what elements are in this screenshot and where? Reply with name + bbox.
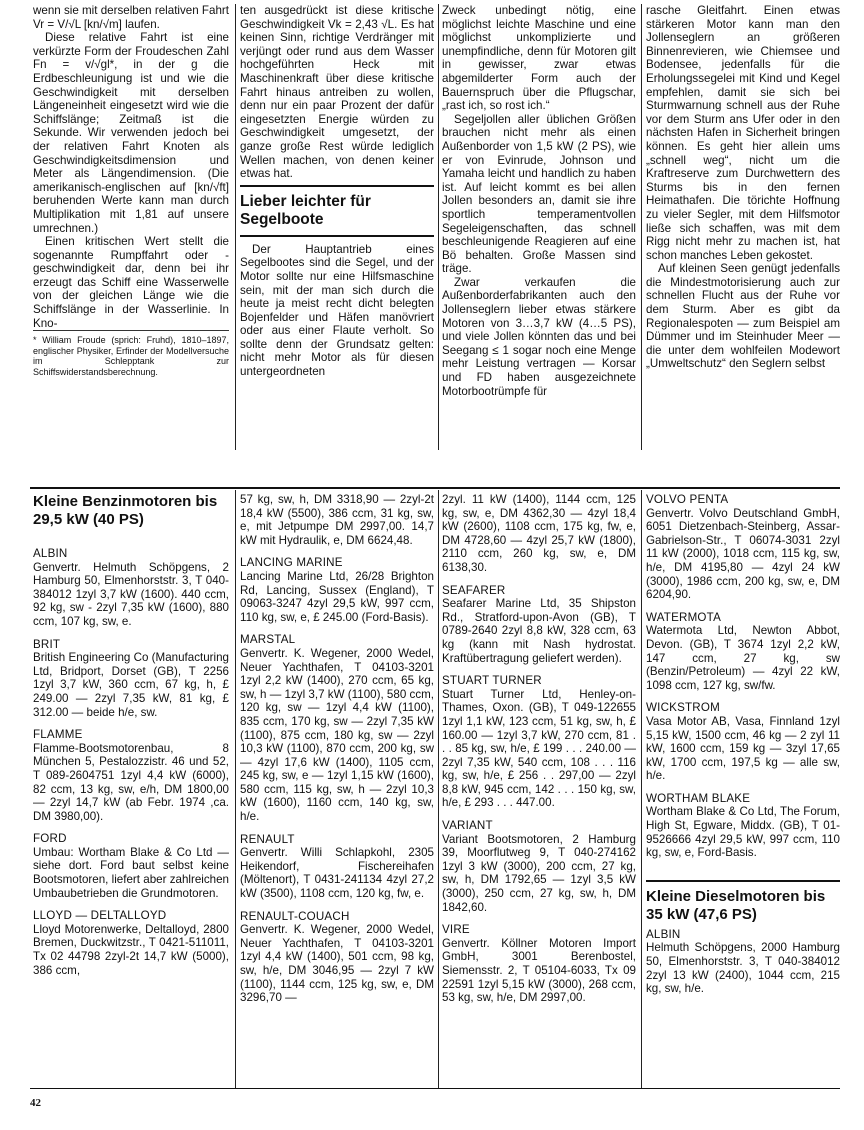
list-item xyxy=(240,493,434,547)
manufacturer-name: ALBIN xyxy=(646,927,681,941)
page-number: 42 xyxy=(30,1097,41,1109)
manufacturer-name: VOLVO PENTA xyxy=(646,493,729,506)
manufacturer-details: Lancing Marine Ltd, 26/28 Brighton Rd, Lancing, Sussex (England), T 09063-3247 4zyl 29,5 kW, 997 ccm, 110 kg, sw, e, £ 245.00 (Ford-Basis). xyxy=(240,569,434,624)
list-item xyxy=(33,547,229,629)
manufacturer-details: Umbau: Wortham Blake & Co Ltd — siehe dort. Ford baut selbst keine Bootsmotoren, liefert aber zahlreichen Umbaubetrieben die Grundmotoren. xyxy=(33,845,229,900)
manufacturer-details: Variant Bootsmotoren, 2 Hamburg 39, Moorflutweg 9, T 040-274162 1zyl 3 kW (3000), 200 ccm, 27 kg, sw, h, DM 1792,65 — 1zyl 3,5 kW (3000), 250 ccm, 27 kg, sw, h, DM 1842,60. xyxy=(442,832,636,914)
manufacturer-name: WICKSTROM xyxy=(646,701,720,715)
manufacturer-details: Genvertr. K. Wegener, 2000 Wedel, Neuer Yachthafen, T 04103-3201 1zyl 4,4 kW (1400), 501 ccm, 98 kg, sw, h/e, DM 3046,95 — 2zyl 7 kW (1100), 1144 ccm, 125 kg, sw, e, DM 3296,70 — xyxy=(240,923,434,1005)
section-title: Kleine Dieselmotoren bis 35 kW (47,6 PS) xyxy=(646,880,840,924)
list-item xyxy=(646,493,840,602)
manufacturer-name: WORTHAM BLAKE xyxy=(646,791,751,805)
list-item xyxy=(646,928,840,996)
manufacturer-details: Stuart Turner Ltd, Henley-on-Thames, Oxon. (GB), T 049-122655 1zyl 1,1 kW, 123 ccm, 51 kg, sw, h, £ 160.00 — 1zyl 3,7 kW, 270 ccm, 81 . . . 85 kg, sw, h/e, £ 199 . . . 240.00 — 2zyl 7,35 kW, 540 ccm, 108 . . . 116 kg, sw, h/e, £ 256 . . 297,00 — 2zyl 8,8 kW, 945 ccm, 142 . . . 150 kg, sw, h/e, £ 293 . . . 447.00. xyxy=(442,687,636,810)
list-item xyxy=(240,556,434,624)
page-bottom-rule xyxy=(30,1088,840,1089)
manufacturer-details: Flamme-Bootsmotorenbau, 8 München 5, Pestalozzistr. 46 und 52, T 089-2604751 1zyl 4,4 kW (6000), 82 ccm, 13 kg, sw, e/h, DM 1800,00 — 2zyl 14,7 kW (ab Febr. 1974 ,ca. DM 3980,00). xyxy=(33,741,229,823)
listing-column-1 xyxy=(33,493,229,1088)
listing-column-3 xyxy=(442,493,636,1088)
section-top-rule xyxy=(30,487,840,489)
manufacturer-name: BRIT xyxy=(33,637,61,651)
list-item xyxy=(240,633,434,823)
manufacturer-details: 57 kg, sw, h, DM 3318,90 — 2zyl-2t 18,4 kW (5500), 386 ccm, 31 kg, sw, e, mit Jetpumpe DM 2997,00. 14,7 kW mit Hydraulik, e, DM 6624,48. xyxy=(240,493,434,547)
manufacturer-name: MARSTAL xyxy=(240,633,296,647)
article-column-3 xyxy=(442,4,636,450)
list-item xyxy=(240,833,434,901)
paragraph: rasche Gleitfahrt. Einen etwas stärkeren Motor kann man den Jollenseglern an größeren Binnenrevieren, wie Chiemsee und Bodensee, jedenfalls für die Erholungssegelei mit Kind und Kegel empfehlen, damit sie sich bei Sturmwarnung schnell aus der Ruhe vor dem Sturm ans Ufer oder in den nächsten Hafen in Sicherheit bringen können. Es geht hier allein ums „schnell weg“, nicht um die Kraftreserve zum Durchwettern des Sturms bis in den fernen Heimathafen. Die törichte Hoffnung zu vieler Segler, mit dem Hilfsmotor ließe sich schaffen, was mit dem Rigg nicht mehr zu machen ist, hat schon manches Leben gekostet. xyxy=(646,4,840,262)
footnote: * William Froude (sprich: Fruhd), 1810–1897, englischer Physiker, Erfinder der Modellversuche im Schlepptank zur Schiffswiderstandsberechnung. xyxy=(33,330,229,377)
paragraph: Zwar verkaufen die Außenborderfabrikanten auch den Jollenseglern lieber etwas stärkere Motoren von 3…3,7 kW (4…5 PS), und viele Jollen könnten das und bei Seegang ≤ 1 sogar noch eine Menge mehr Leistung vertragen — Korsar und FD haben ausgezeichnete Motorbootrümpfe für xyxy=(442,275,636,398)
paragraph: Zweck unbedingt nötig, eine möglichst leichte Maschine und eine möglichst unkomplizierte und unempfindliche, denn für Motoren gilt in gewisser, zwar etwas abgemilderter Form auch der Bauernspruch über die Pflugschar, „rast ich, so rost ich.“ xyxy=(442,4,636,113)
list-item xyxy=(240,910,434,1005)
column-divider xyxy=(641,490,642,1088)
manufacturer-details: British Engineering Co (Manufacturing Ltd, Bridport, Dorset (GB), T 2256 1zyl 3,7 kW, 360 ccm, 67 kg, h, £ 249.00 — 2zyl 7,35 kW, 81 kg, £ 312.00 — beide h/e, sw. xyxy=(33,651,229,719)
list-item xyxy=(442,674,636,810)
article-column-2 xyxy=(240,4,434,450)
article-column-1 xyxy=(33,4,229,450)
list-item xyxy=(442,819,636,914)
manufacturer-name: LLOYD — DELTALLOYD xyxy=(33,909,167,923)
column-divider xyxy=(235,490,236,1088)
manufacturer-name: WATERMOTA xyxy=(646,610,722,624)
manufacturer-details: Genvertr. Willi Schlapkohl, 2305 Heikendorf, Fischereihafen (Möltenort), T 0431-241134 4zyl 27,2 kW (3500), 1108 ccm, 120 kg, fw, e. xyxy=(240,846,434,901)
paragraph: Diese relative Fahrt ist eine verkürzte Form der Froudeschen Zahl Fn = v/√gl*, in der g die Erdbeschleunigung ist und wie die Geschwindigkeit mit derselben Längeneinheit eingesetzt wird wie die Schiffslänge; Zeitmaß ist die Sekunde. Wir verwenden jedoch bei der relativen Fahrt Knoten als Geschwindigkeitsdimension und Meter als Längendimension. (Die amerikanisch-englischen auf [kn/√ft] beruhenden Werte kann man durch Multiplikation mit 1,81 auf unsere umrechnen.) xyxy=(33,31,229,235)
column-divider xyxy=(641,4,642,450)
manufacturer-details: Genvertr. K. Wegener, 2000 Wedel, Neuer Yachthafen, T 04103-3201 1zyl 2,2 kW (1400), 270 ccm, 65 kg, sw, h — 1zyl 3,7 kW (1100), 580 ccm, 120 kg, sw — 1zyl 4,4 kW (1100), 835 ccm, 170 kg, sw — 2zyl 7,35 kW (1100), 875 ccm, 180 kg, sw — 2zyl 10,3 kW (1100), 870 ccm, 200 kg, sw — 4zyl 17,6 kW (1400), 1105 ccm, 245 kg, sw, e — 1zyl 1,15 kW (1600), 580 ccm, 115 kg, sw, h — 2zyl 10,3 kW (1600), 1160 ccm, 140 kg, sw, h/e. xyxy=(240,646,434,824)
manufacturer-name: VARIANT xyxy=(442,819,493,833)
list-item xyxy=(646,792,840,860)
manufacturer-details: Genvertr. Volvo Deutschland GmbH, 6051 Dietzenbach-Steinberg, Assar-Gabrielson-Str., T 06074-3031 2zyl 11 kW (2000), 1018 ccm, 115 kg, sw, h/e, DM 4195,80 — 4zyl 24 kW (3000), 1986 ccm, 200 kg, sw, e, DM 6204,90. xyxy=(646,506,840,602)
list-item xyxy=(442,493,636,575)
manufacturer-name: LANCING MARINE xyxy=(240,556,343,570)
listing-column-2 xyxy=(240,493,434,1088)
column-divider xyxy=(235,4,236,450)
article-column-4 xyxy=(646,4,840,450)
manufacturer-details: Genvertr. Helmuth Schöpgens, 2 Hamburg 50, Elmenhorststr. 3, T 040-384012 1zyl 3,7 kW (1600). 440 ccm, 92 kg, sw - 2zyl 7,35 kW (1600), 880 ccm, 107 kg, sw, e. xyxy=(33,560,229,628)
manufacturer-details: Seafarer Marine Ltd, 35 Shipston Rd., Stratford-upon-Avon (GB), T 0789-2640 2zyl 8,8 kW, 328 ccm, 63 kg (kann mit Nash hydrostat. Kraftübertragung geliefert werden). xyxy=(442,597,636,665)
list-item xyxy=(33,638,229,720)
column-divider xyxy=(438,4,439,450)
manufacturer-details: Vasa Motor AB, Vasa, Finnland 1zyl 5,15 kW, 1500 ccm, 46 kg — 2 zyl 11 kW, 1600 ccm, 159 kg — 3zyl 17,65 kW, 1700 ccm, 197,5 kg — alle sw, h/e. xyxy=(646,714,840,783)
manufacturer-details: Watermota Ltd, Newton Abbot, Devon. (GB), T 3674 1zyl 2,2 kW, 147 ccm, 27 kg, sw (Benzin/Petroleum) — 4zyl 22 kW, 1098 ccm, 127 kg, sw/fw. xyxy=(646,624,840,692)
manufacturer-details: Genvertr. Köllner Motoren Import GmbH, 3001 Berenbostel, Siemensstr. 2, T 05104-6033, Tx 09 22591 1zyl 5,15 kW (3000), 268 ccm, 53 kg, sw, h/e, DM 2997,00. xyxy=(442,936,636,1005)
manufacturer-name: STUART TURNER xyxy=(442,674,542,688)
manufacturer-name: FLAMME xyxy=(33,728,83,742)
paragraph: wenn sie mit derselben relativen Fahrt Vr = V/√L [kn/√m] laufen. xyxy=(33,4,229,31)
section-title: Kleine Benzinmotoren bis 29,5 kW (40 PS) xyxy=(33,493,218,528)
manufacturer-name: SEAFARER xyxy=(442,583,506,597)
headline: Lieber leichter für Segelboote xyxy=(240,192,371,228)
list-item xyxy=(33,728,229,823)
manufacturer-details: Wortham Blake & Co Ltd, The Forum, High St, Egware, Middx. (GB), T 01-9526666 4zyl 29,5 kW, 997 ccm, 110 kg, sw, e, Ford-Basis. xyxy=(646,805,840,860)
list-item xyxy=(442,584,636,666)
manufacturer-details: 2zyl. 11 kW (1400), 1144 ccm, 125 kg, sw, e, DM 4362,30 — 4zyl 18,4 kW (2600), 1108 ccm, 175 kg, fw, e, DM 4728,60 — 4zyl 25,7 kW (1800), 2110 ccm, 260 kg, sw, e, DM 6138,30. xyxy=(442,493,636,574)
list-item xyxy=(442,923,636,1005)
paragraph: Der Hauptantrieb eines Segelbootes sind die Segel, und der Motor sollte nur eine Hilfsmaschine sein, mit der man sich durch die heute ja meist recht dicht belegten Bojenfelder und Häfen manövriert oder aus einer Flaute verholt. So sollte denn der Grundsatz gelten: nicht mehr Motor als für diesen untergeordneten xyxy=(240,242,434,379)
paragraph: Einen kritischen Wert stellt die sogenannte Rumpffahrt oder -geschwindigkeit dar, denn bei ihr erzeugt das Schiff eine Wasserwelle von der gleichen Länge wie die Schiffslänge in der Wasserlinie. In Kno- xyxy=(33,235,229,330)
list-item xyxy=(646,701,840,783)
manufacturer-details: Helmuth Schöpgens, 2000 Hamburg 50, Elmenhorststr. 3, T 040-384012 2zyl 13 kW (2400), 1044 ccm, 215 kg, sw, h/e. xyxy=(646,941,840,996)
paragraph: Segeljollen aller üblichen Größen brauchen nicht mehr als einen Außenborder von 1,5 kW (2 PS), wie er von Evinrude, Johnson und Yamaha leicht und handlich zu haben ist. Auf leicht kommt es bei allen Jollen besonders an, damit sie ihre sportlich temperamentvollen Segeleigenschaften, das schnell beschleunigende Reagieren auf eine Bö behalten. Große Massen sind träge. xyxy=(442,112,636,276)
list-item xyxy=(33,909,229,977)
headline-box xyxy=(240,185,434,237)
manufacturer-name: RENAULT-COUACH xyxy=(240,909,350,923)
paragraph: ten ausgedrückt ist diese kritische Geschwindigkeit Vk = 2,43 √L. Es hat keinen Sinn, richtige Verdränger mit verjüngt oder rund aus dem Wasser hochgeführten Heck mit Maschinenkraft über diese kritische Fahrt hinaus antreiben zu wollen, denn nur ein paar Prozent der dafür eingesetzten Energie würden zu Geschwindigkeit umgesetzt, der ganze große Rest würde lediglich Wellen machen, von denen keiner etwas hat. xyxy=(240,4,434,181)
manufacturer-name: RENAULT xyxy=(240,832,295,846)
manufacturer-name: VIRE xyxy=(442,923,470,937)
column-divider xyxy=(438,490,439,1088)
manufacturer-details: Lloyd Motorenwerke, Deltalloyd, 2800 Bremen, Duckwitzstr., T 0421-511011, Tx 02 44798 2zyl-2t 14,7 kW (5000), 386 ccm, xyxy=(33,922,229,977)
list-item xyxy=(646,611,840,693)
list-item xyxy=(33,832,229,900)
manufacturer-name: ALBIN xyxy=(33,547,68,560)
listing-column-4 xyxy=(646,493,840,1088)
paragraph: Auf kleinen Seen genügt jedenfalls die Mindestmotorisierung auch zur schnellen Flucht aus der Ruhe vor dem Sturm. Aber es gibt da Regionalespoten — zum Beispiel am Dümmer und im Steinhuder Meer — die unter dem wohlfeilen Modewort „Umweltschutz“ den Seglern selbst xyxy=(646,262,840,371)
manufacturer-name: FORD xyxy=(33,832,67,846)
